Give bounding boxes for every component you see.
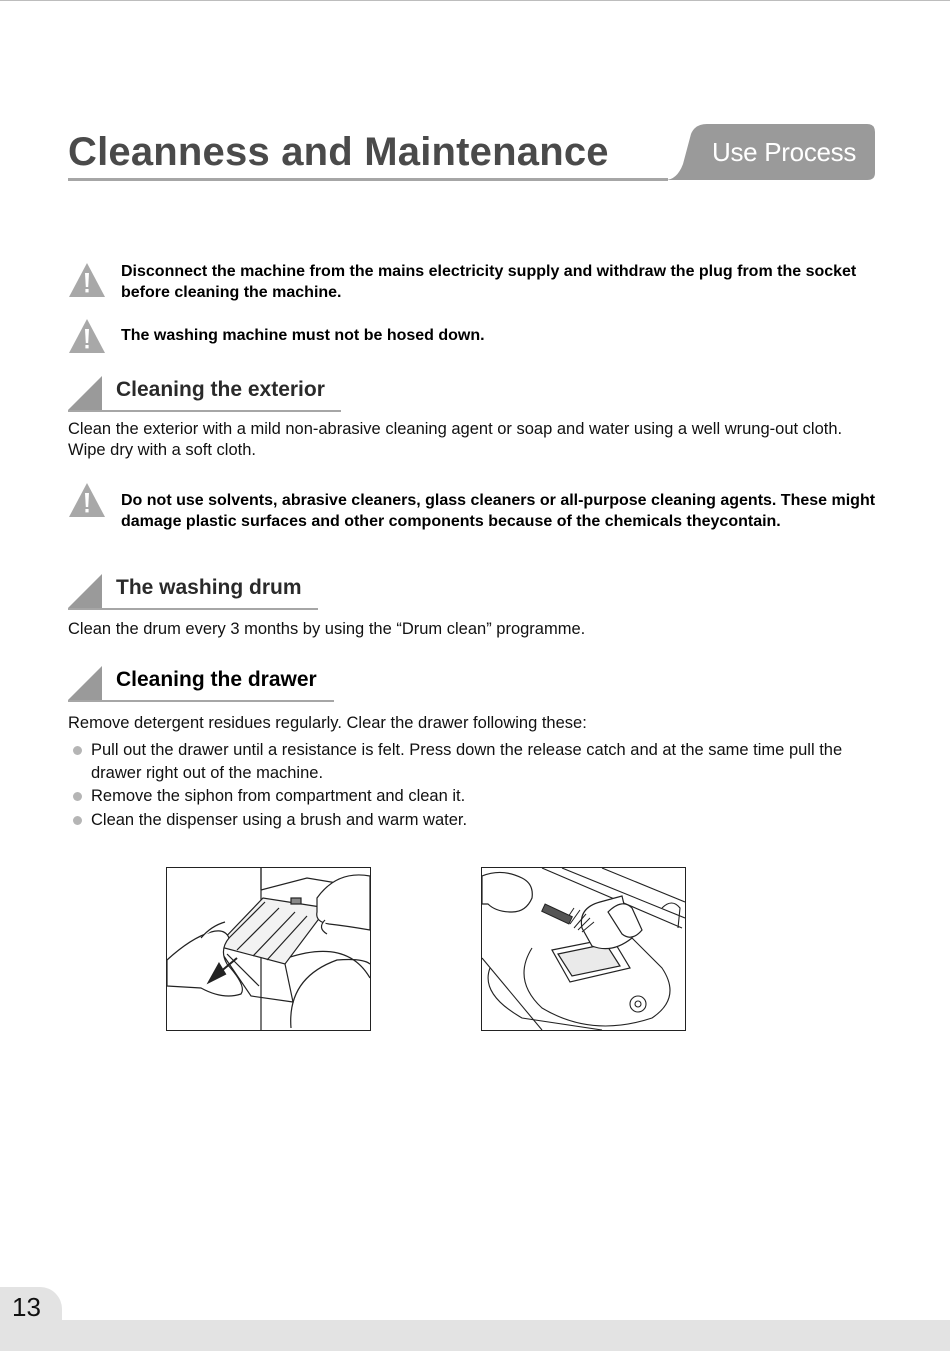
warning-hose bbox=[68, 318, 888, 356]
bullet-dot-icon bbox=[73, 792, 82, 801]
warning-triangle-icon bbox=[68, 318, 106, 354]
page-title: Cleanness and Maintenance bbox=[68, 130, 609, 174]
drawer-steps-list bbox=[68, 739, 878, 831]
warning-disconnect-text: Disconnect the machine from the mains electricity supply and withdraw the plug from the socket before cleaning the machine. bbox=[121, 263, 857, 301]
drawer-step-text: Pull out the drawer until a resistance is felt. Press down the release catch and at the same time pull the drawer right out of the machine. bbox=[91, 741, 843, 782]
warning-solvents bbox=[68, 482, 888, 552]
warning-disconnect bbox=[68, 262, 888, 306]
drawer-step-text: Remove the siphon from compartment and clean it. bbox=[91, 787, 466, 805]
bullet-dot-icon bbox=[73, 816, 82, 825]
section-heading-exterior-text: Cleaning the exterior bbox=[116, 378, 325, 401]
section-wedge-icon bbox=[68, 666, 102, 700]
drawer-removal-drawing bbox=[167, 868, 370, 1030]
title-underline bbox=[68, 178, 668, 181]
drawer-cleaning-illustration bbox=[481, 867, 686, 1031]
list-item bbox=[68, 739, 878, 784]
section-tab-label: Use Process bbox=[712, 137, 857, 167]
warning-solvents-text: Do not use solvents, abrasive cleaners, glass cleaners or all-purpose cleaning agents. These might damage plastic surfaces and other components because of the chemicals theycontain. bbox=[121, 492, 876, 530]
section-heading-exterior bbox=[68, 376, 343, 416]
section-wedge-icon bbox=[68, 574, 102, 608]
top-border-rule bbox=[0, 0, 950, 1]
drum-body: Clean the drum every 3 months by using the “Drum clean” programme. bbox=[68, 620, 586, 638]
drawer-removal-illustration bbox=[166, 867, 371, 1031]
section-heading-drum bbox=[68, 574, 320, 614]
footer-band bbox=[0, 1320, 950, 1351]
page-number: 13 bbox=[12, 1292, 41, 1322]
warning-triangle-icon bbox=[68, 262, 106, 298]
drawer-intro: Remove detergent residues regularly. Clear the drawer following these: bbox=[68, 714, 587, 732]
list-item bbox=[68, 809, 878, 832]
warning-triangle-icon bbox=[68, 482, 106, 518]
section-underline bbox=[68, 700, 334, 702]
section-underline bbox=[68, 608, 318, 610]
drawer-cleaning-drawing bbox=[482, 868, 685, 1030]
warning-hose-text: The washing machine must not be hosed down. bbox=[121, 327, 485, 344]
section-wedge-icon bbox=[68, 376, 102, 410]
section-heading-drawer-text: Cleaning the drawer bbox=[116, 668, 317, 691]
list-item bbox=[68, 785, 878, 808]
drawer-step-text: Clean the dispenser using a brush and warm water. bbox=[91, 810, 468, 829]
section-heading-drum-text: The washing drum bbox=[116, 576, 302, 599]
exterior-body: Clean the exterior with a mild non-abrasive cleaning agent or soap and water using a well wrung-out cloth. Wipe dry with a soft cloth. bbox=[68, 420, 843, 459]
bullet-dot-icon bbox=[73, 746, 82, 755]
section-heading-drawer bbox=[68, 666, 336, 706]
section-underline bbox=[68, 410, 341, 412]
